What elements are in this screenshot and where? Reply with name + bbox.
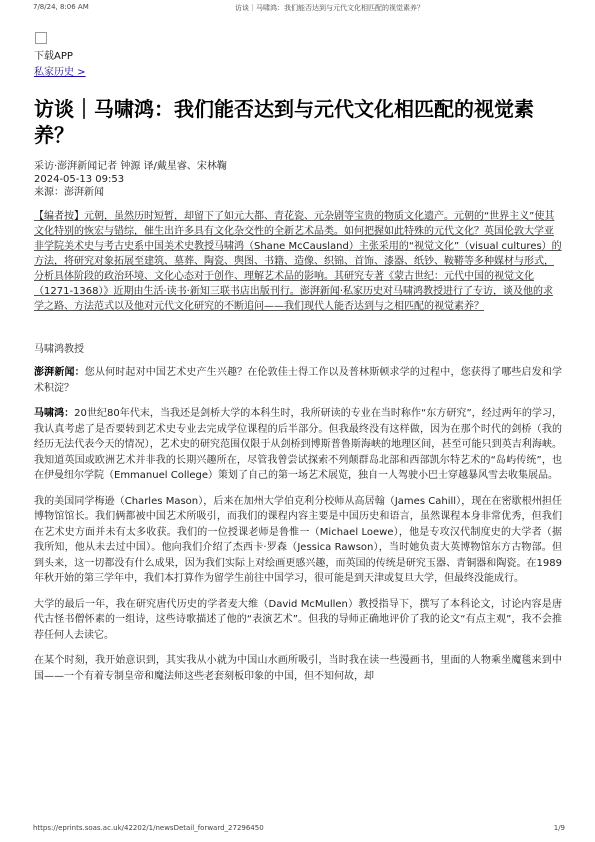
print-header: [0, 3, 595, 15]
publish-datetime: 2024-05-13 09:53: [34, 174, 125, 185]
paragraph-text: 在某个时刻，我开始意识到，其实我从小就为中国山水画所吸引，当时我在读一些漫画书，里面的人物乘坐魔毯来到中国——一个有着专制皇帝和魔法师这些老套刻板印象的中国，但不知何故，却: [34, 655, 562, 682]
print-footer: [0, 824, 595, 834]
download-app-link[interactable]: 下载APP: [34, 51, 73, 62]
qa-paragraph: [34, 406, 562, 484]
body-paragraph: [34, 653, 562, 684]
byline: 采访·澎湃新闻记者 钟源 译/戴星睿、宋林鞠: [34, 161, 227, 172]
article-title: 访谈｜马啸鸿：我们能否达到与元代文化相匹配的视觉素养？: [34, 97, 534, 147]
broken-image-icon: [35, 32, 47, 44]
print-url: https://eprints.soas.ac.uk/42202/1/newsDetail_forward_27296450: [33, 824, 264, 832]
article-source: 来源：澎湃新闻: [34, 187, 104, 198]
body-paragraph: [34, 494, 562, 587]
paragraph-text: 我的美国同学梅逊（Charles Mason），后来在加州大学伯克利分校师从高居翰（James Cahill），现在在密歇根州担任博物馆馆长。我们俩都被中国艺术所吸引，而我们的课程内容主要是中国历史和语言，虽然课程本身非常优秀，但我们在艺术史方面并未有太多收获。我们的一位授课老师是鲁惟一（Michael Loewe），他是专攻汉代制度史的大学者（据我所知，他从未去过中国）。他向我们介绍了杰西卡·罗森（Jessica Rawson），当时她负责大英博物馆东方古物部。但到头来，这一切都没有什么成果，因为我们实际上对绘画更感兴趣，而英国的传统是研究玉器、青铜器和陶瓷。在1989年秋开始的第三学年中，我们本打算作为留学生前往中国学习，很可能是到天津或复旦大学，但最终没能成行。: [34, 495, 562, 584]
print-timestamp: 7/8/24, 8:06 AM: [33, 3, 89, 11]
qa-paragraph: [34, 365, 562, 396]
print-page-title: 访谈｜马啸鸿：我们能否达到与元代文化相匹配的视觉素养？: [235, 4, 424, 12]
paragraph-text: 大学的最后一年，我在研究唐代历史的学者麦大维（David McMullen）教授指导下，撰写了本科论文，讨论内容是唐代古怪书僧怀素的一组诗，这些诗歌描述了他的“表演艺术”。但我的导师正确地评价了我的论文“有点主观”，我不会推荐任何人去读它。: [34, 598, 562, 641]
body-paragraph: [34, 597, 562, 644]
editor-summary[interactable]: [34, 209, 562, 314]
paragraph-text: 20世纪80年代末，当我还是剑桥大学的本科生时，我所研读的专业在当时称作“东方研究”，经过两年的学习，我认真考虑了是否要转到艺术史专业去完成学位课程的后半部分。但我最终没有这样做，因为在那个时代的剑桥（我的经历无法代表今天的情况），艺术史的研究范围仅限于从剑桥到博斯普鲁斯海峡的地理区间，甚至可能只到英吉利海峡。我知道英国或欧洲艺术并非我的长期兴趣所在，尽管我曾尝试探索不列颠群岛北部和西部凯尔特艺术的“岛屿传统”，也在伊曼纽尔学院（Emmanuel College）策划了自己的第一场艺术展览，独自一人驾驶小巴士穿越暴风雪去收集展品。: [34, 408, 563, 481]
page-number: 1/9: [553, 824, 565, 832]
image-caption: 马啸鸿教授: [34, 344, 84, 355]
speaker-label: 马啸鸿：: [34, 408, 75, 419]
article-content: [34, 32, 562, 684]
article-meta: [34, 160, 562, 199]
paragraph-text: 您从何时起对中国艺术史产生兴趣？在伦敦佳士得工作以及普林斯顿求学的过程中，您获得了哪些启发和学术积淀？: [34, 367, 563, 394]
breadcrumb[interactable]: 私家历史 >: [34, 67, 86, 78]
speaker-label: 澎湃新闻：: [34, 367, 85, 378]
editor-tag: 【编者按】: [34, 211, 84, 222]
summary-text: 元朝，虽然历时短暂，却留下了如元大都、青花瓷、元杂剧等宝贵的物质文化遗产。元朝的“世界主义”使其文化特别的恢宏与错综，催生出许多具有文化杂交性的全新艺术品类。如何把握如此特殊的元代文化？英国伦敦大学亚非学院美术史与考古史系中国美术史教授马啸鸿（Shane McCausland）主张采用的“视觉文化”（visual cultures）的方法，将研究对象拓展至建筑、墓葬、陶瓷、舆图、书籍、造像、织锦、首饰、漆器、纸钞、鞍鞯等多种媒材与形式，分析具体阶段的政治环境、文化心态对于创作、理解艺术品的影响。其研究专著《蒙古世纪：元代中国的视觉文化（1271-1368）》近期由生活·读书·新知三联书店出版刊行。澎湃新闻·私家历史对马啸鸿教授进行了专访，谈及他的求学之路、方法范式以及他对元代文化研究的不断追问——我们现代人能否达到与之相匹配的视觉素养？: [34, 211, 562, 312]
